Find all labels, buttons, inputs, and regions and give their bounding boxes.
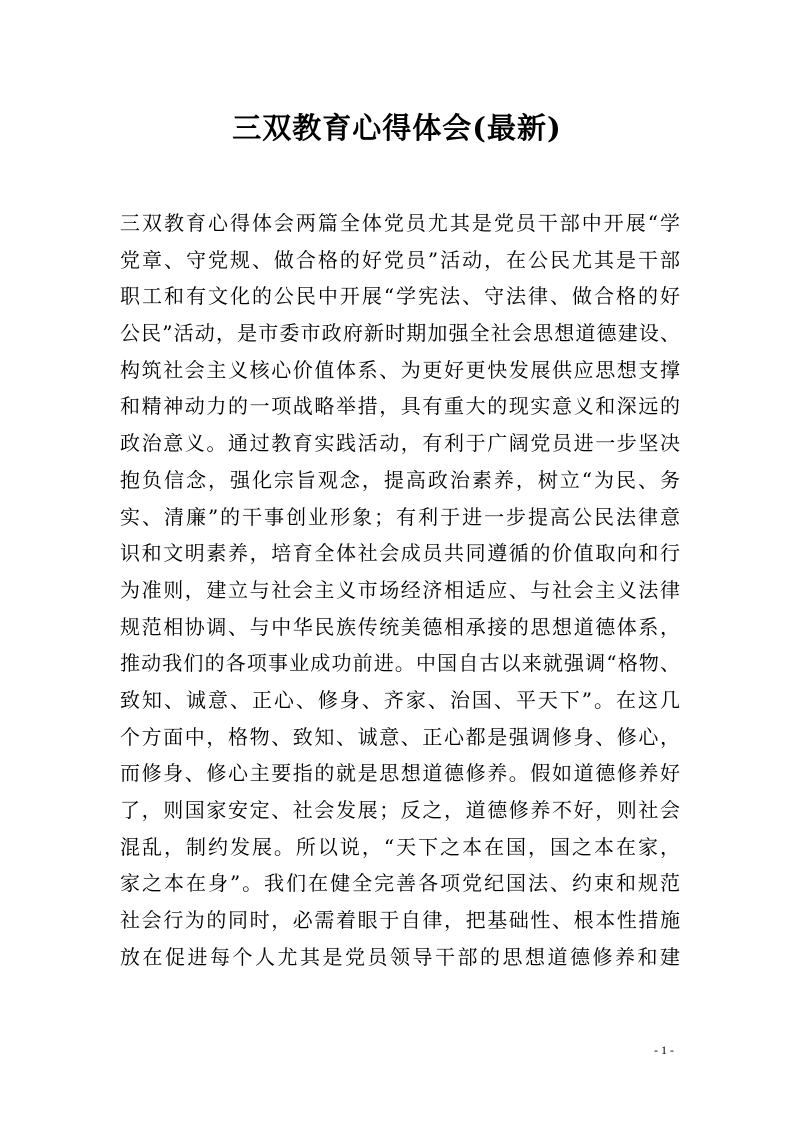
body-paragraph [120,205,680,975]
paragraph-line: 致知、诚意、正心、修身、齐家、治国、平天下”。在这几 [120,687,680,712]
paragraph-line: 三双教育心得体会两篇全体党员尤其是党员干部中开展“学 [120,211,680,235]
paragraph-line: 个方面中，格物、致知、诚意、正心都是强调修身、修心， [120,724,680,749]
paragraph-line: 而修身、修心主要指的就是思想道德修养。假如道德修养好 [120,761,680,786]
document-title: 三双教育心得体会(最新) [232,111,562,145]
paragraph-line: 识和文明素养，培育全体社会成员共同遵循的价值取向和行 [120,541,680,566]
paragraph-line: 构筑社会主义核心价值体系、为更好更快发展供应思想支撑 [120,357,680,382]
paragraph-line: 推动我们的各项事业成功前进。中国自古以来就强调“格物、 [120,651,680,676]
paragraph-line: 抱负信念，强化宗旨观念，提高政治素养，树立“为民、务 [120,467,680,492]
paragraph-line: 家之本在身”。我们在健全完善各项党纪国法、约束和规范 [120,871,680,896]
paragraph-line: 实、清廉”的干事创业形象；有利于进一步提高公民法律意 [120,504,680,529]
paragraph-line: 社会行为的同时，必需着眼于自律，把基础性、根本性措施 [120,908,680,933]
paragraph-line: 为准则，建立与社会主义市场经济相适应、与社会主义法律 [120,577,680,602]
paragraph-line: 职工和有文化的公民中开展“学宪法、守法律、做合格的好 [120,284,680,309]
paragraph-line: 了，则国家安定、社会发展；反之，道德修养不好，则社会 [120,798,680,822]
paragraph-line: 公民”活动，是市委市政府新时期加强全社会思想道德建设、 [120,321,680,346]
paragraph-line: 党章、守党规、做合格的好党员”活动，在公民尤其是干部 [120,247,680,272]
page-number: - 1 - [654,1043,674,1057]
paragraph-line: 和精神动力的一项战略举措，具有重大的现实意义和深远的 [120,394,680,419]
paragraph-line: 放在促进每个人尤其是党员领导干部的思想道德修养和建 [120,944,680,969]
paragraph-line: 规范相协调、与中华民族传统美德相承接的思想道德体系， [120,614,680,639]
paragraph-line: 混乱，制约发展。所以说，“天下之本在国，国之本在家， [120,834,680,859]
paragraph-line: 政治意义。通过教育实践活动，有利于广阔党员进一步坚决 [120,431,680,456]
